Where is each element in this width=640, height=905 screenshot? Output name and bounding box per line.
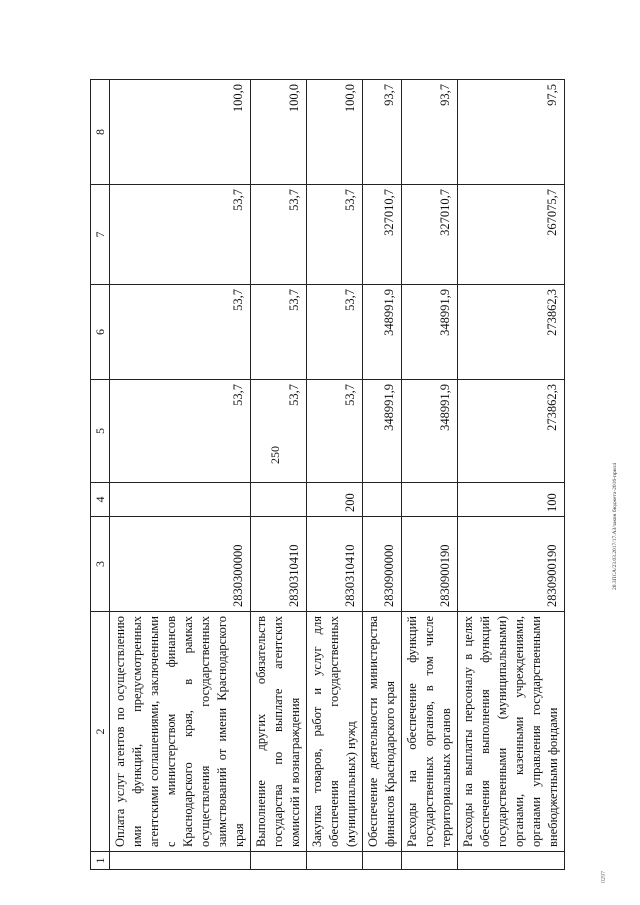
row-col6: 53,7 [307,285,363,380]
row-vr [251,483,307,517]
row-vr [402,483,458,517]
col-header-4: 4 [91,483,110,517]
row-name: Выполнение других обязательств государства по выплате агентских комиссий и вознаграждения [251,612,307,852]
row-number-cell [251,852,307,870]
row-col5: 53,7 [110,380,251,483]
row-code: 2830310410 [251,517,307,612]
row-vr [110,483,251,517]
table-row [110,80,251,870]
col-header-1: 1 [91,852,110,870]
row-col6: 53,7 [110,285,251,380]
row-col8: 100,0 [307,80,363,185]
table-row [402,80,458,870]
row-name: Расходы на обеспечение функций государственных органов, в том числе территориальных органов [402,612,458,852]
row-number-cell [363,852,402,870]
col-header-7: 7 [91,185,110,285]
row-col6: 273862,3 [458,285,565,380]
col-header-6: 6 [91,285,110,380]
row-vr: 200 [307,483,363,517]
row-col5: 348991,9 [402,380,458,483]
col-header-2: 2 [91,612,110,852]
row-col8: 93,7 [363,80,402,185]
budget-table [90,79,565,870]
row-col7: 267075,7 [458,185,565,285]
rotated-table-container [90,80,620,870]
row-number-cell [307,852,363,870]
table-row [363,80,402,870]
row-col6: 348991,9 [363,285,402,380]
table-row [251,80,307,870]
table-row [307,80,363,870]
row-code: 2830900000 [363,517,402,612]
row-col5: 273862,3 [458,380,565,483]
row-name: Оплата услуг агентов по осуществлению ими функций, предусмотренных агентскими соглашениями, заключенными с министерством финансов Краснодарского края, в рамках осуществления государственных заимствований от имени Краснодарского края [110,612,251,852]
page-number: 250 [268,446,282,464]
row-col8: 97,5 [458,80,565,185]
row-number-cell [402,852,458,870]
row-code: 2830900190 [402,517,458,612]
row-col7: 53,7 [307,185,363,285]
col-header-3: 3 [91,517,110,612]
row-vr [363,483,402,517]
row-code: 2830310410 [307,517,363,612]
row-vr: 100 [458,483,565,517]
row-col8: 100,0 [110,80,251,185]
row-code: 2830300000 [110,517,251,612]
row-number-cell [458,852,565,870]
row-col8: 93,7 [402,80,458,185]
row-name: Обеспечение деятельности министерства финансов Краснодарского края [363,612,402,852]
row-col7: 53,7 [110,185,251,285]
file-path-note: 20.3ПСА/23.03.2017/17.АЗ/закон бюджета-2016-прил4 [612,462,618,590]
row-code: 2830900190 [458,517,565,612]
header-row [91,80,110,870]
row-col8: 100,0 [251,80,307,185]
row-col7: 327010,7 [363,185,402,285]
row-col5: 53,7 [307,380,363,483]
col-header-8: 8 [91,80,110,185]
col-header-5: 5 [91,380,110,483]
row-col6: 53,7 [251,285,307,380]
row-name: Расходы на выплаты персоналу в целях обеспечения выполнения функций государственными (муниципальными) органами, казенными учреждениями, органами управления государственными внебюджетными фондами [458,612,565,852]
table-row [458,80,565,870]
corner-mark: 0297 [601,871,607,883]
row-number-cell [110,852,251,870]
row-col5: 53,7 [251,380,307,483]
row-col7: 327010,7 [402,185,458,285]
row-col5: 348991,9 [363,380,402,483]
row-col6: 348991,9 [402,285,458,380]
row-name: Закупка товаров, работ и услуг для обеспечения государственных (муниципальных) нужд [307,612,363,852]
row-col7: 53,7 [251,185,307,285]
